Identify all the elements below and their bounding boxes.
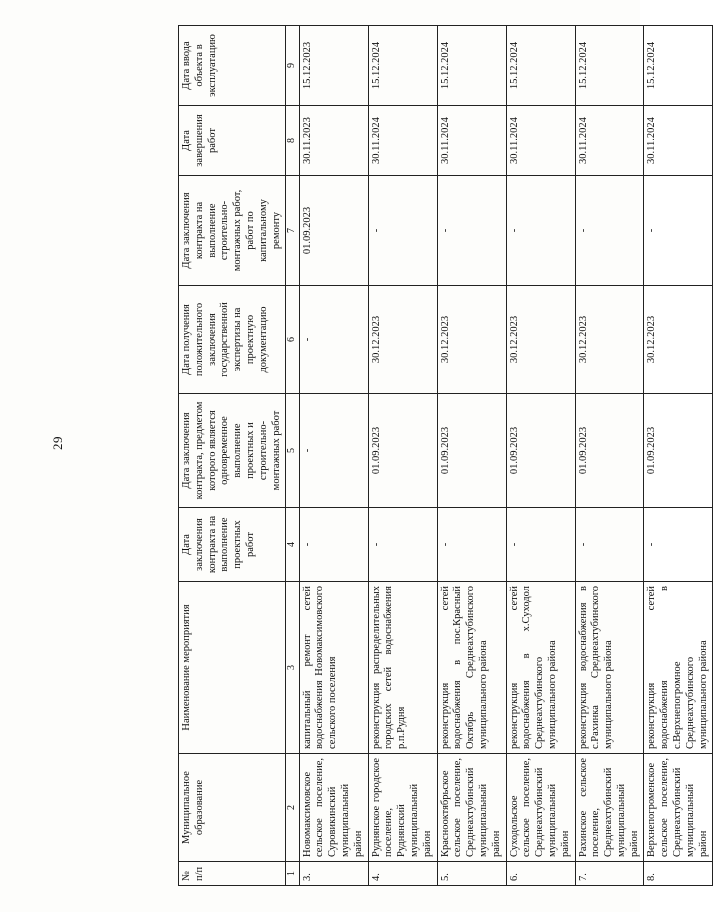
header-cell: № п/п	[179, 862, 286, 886]
commissioning-date: 15.12.2024	[437, 26, 506, 106]
row-number: 4.	[368, 862, 437, 886]
expertise-date: 30.12.2023	[644, 286, 713, 394]
contract-construction-date: -	[575, 176, 644, 286]
completion-date: 30.11.2024	[437, 106, 506, 176]
table-row	[644, 26, 713, 886]
header-cell: Дата заключения контракта на выполнение строительно-монтажных работ, работ по капитальному ремонту	[179, 176, 286, 286]
table-row	[506, 26, 575, 886]
row-number: 7.	[575, 862, 644, 886]
contract-combined-date: 01.09.2023	[437, 394, 506, 508]
expertise-date: 30.12.2023	[506, 286, 575, 394]
header-cell: Дата получения положительного заключения государственной экспертизы на проектную документацию	[179, 286, 286, 394]
contract-combined-date: 01.09.2023	[506, 394, 575, 508]
row-number: 3.	[299, 862, 368, 886]
contract-design-date: -	[644, 508, 713, 582]
commissioning-date: 15.12.2024	[506, 26, 575, 106]
rotated-table-container	[178, 26, 709, 886]
expertise-date: -	[299, 286, 368, 394]
contract-combined-date: 01.09.2023	[644, 394, 713, 508]
contract-design-date: -	[506, 508, 575, 582]
municipality-cell: Руднянское городское поселение, Руднянский муниципальный район	[368, 754, 437, 862]
expertise-date: 30.12.2023	[575, 286, 644, 394]
contract-design-date: -	[575, 508, 644, 582]
header-row	[179, 26, 286, 886]
header-cell: Муниципальное образование	[179, 754, 286, 862]
event-cell: реконструкция распределительных городских сетей водоснабжения р.п.Рудня	[368, 582, 437, 754]
column-number-row	[286, 26, 299, 886]
municipality-cell: Новомаксимовское сельское поселение, Суровикинский муниципальный район	[299, 754, 368, 862]
header-cell: Дата завершения работ	[179, 106, 286, 176]
column-number: 7	[286, 176, 299, 286]
contract-combined-date: 01.09.2023	[368, 394, 437, 508]
column-number: 3	[286, 582, 299, 754]
table-row	[299, 26, 368, 886]
table-row	[437, 26, 506, 886]
event-cell: капитальный ремонт сетей водоснабжения Новомаксимовского сельского поселения	[299, 582, 368, 754]
contract-combined-date: 01.09.2023	[575, 394, 644, 508]
municipality-cell: Суходольское сельское поселение, Среднеахтубинский муниципальный район	[506, 754, 575, 862]
contract-design-date: -	[299, 508, 368, 582]
table-row	[368, 26, 437, 886]
municipality-cell: Краснооктябрьское сельское поселение, Среднеахтубинский муниципальный район	[437, 754, 506, 862]
header-cell: Дата ввода объекта в эксплуатацию	[179, 26, 286, 106]
column-number: 8	[286, 106, 299, 176]
contract-design-date: -	[437, 508, 506, 582]
completion-date: 30.11.2024	[506, 106, 575, 176]
event-cell: реконструкция сетей водоснабжения в с.Верхнепогромное Среднеахтубинского муниципального района	[644, 582, 713, 754]
row-number: 5.	[437, 862, 506, 886]
column-number: 1	[286, 862, 299, 886]
column-number: 5	[286, 394, 299, 508]
contract-construction-date: -	[437, 176, 506, 286]
commissioning-date: 15.12.2024	[575, 26, 644, 106]
commissioning-date: 15.12.2023	[299, 26, 368, 106]
completion-date: 30.11.2024	[575, 106, 644, 176]
column-number: 6	[286, 286, 299, 394]
row-number: 8.	[644, 862, 713, 886]
schedule-table	[178, 25, 713, 886]
contract-construction-date: -	[506, 176, 575, 286]
expertise-date: 30.12.2023	[368, 286, 437, 394]
contract-combined-date: -	[299, 394, 368, 508]
contract-construction-date: -	[644, 176, 713, 286]
header-cell: Наименование мероприятия	[179, 582, 286, 754]
event-cell: реконструкция сетей водоснабжения в пос.Красный Октябрь Среднеахтубинского муниципального района	[437, 582, 506, 754]
completion-date: 30.11.2024	[368, 106, 437, 176]
row-number: 6.	[506, 862, 575, 886]
event-cell: реконструкция водоснабжения в с.Рахинка Среднеахтубинского муниципального района	[575, 582, 644, 754]
commissioning-date: 15.12.2024	[644, 26, 713, 106]
commissioning-date: 15.12.2024	[368, 26, 437, 106]
header-cell: Дата заключения контракта на выполнение проектных работ	[179, 508, 286, 582]
page-number: 29	[50, 436, 65, 450]
contract-design-date: -	[368, 508, 437, 582]
completion-date: 30.11.2023	[299, 106, 368, 176]
column-number: 9	[286, 26, 299, 106]
column-number: 2	[286, 754, 299, 862]
municipality-cell: Верхнепогроменское сельское поселение, Среднеахтубинский муниципальный район	[644, 754, 713, 862]
table-row	[575, 26, 644, 886]
contract-construction-date: 01.09.2023	[299, 176, 368, 286]
completion-date: 30.11.2024	[644, 106, 713, 176]
column-number: 4	[286, 508, 299, 582]
event-cell: реконструкция сетей водоснабжения в х.Суходол Среднеахтубинского муниципального района	[506, 582, 575, 754]
contract-construction-date: -	[368, 176, 437, 286]
header-cell: Дата заключения контракта, предметом которого является одновременное выполнение проектных и строительно-монтажных работ	[179, 394, 286, 508]
municipality-cell: Рахинское сельское поселение, Среднеахтубинский муниципальный район	[575, 754, 644, 862]
expertise-date: 30.12.2023	[437, 286, 506, 394]
